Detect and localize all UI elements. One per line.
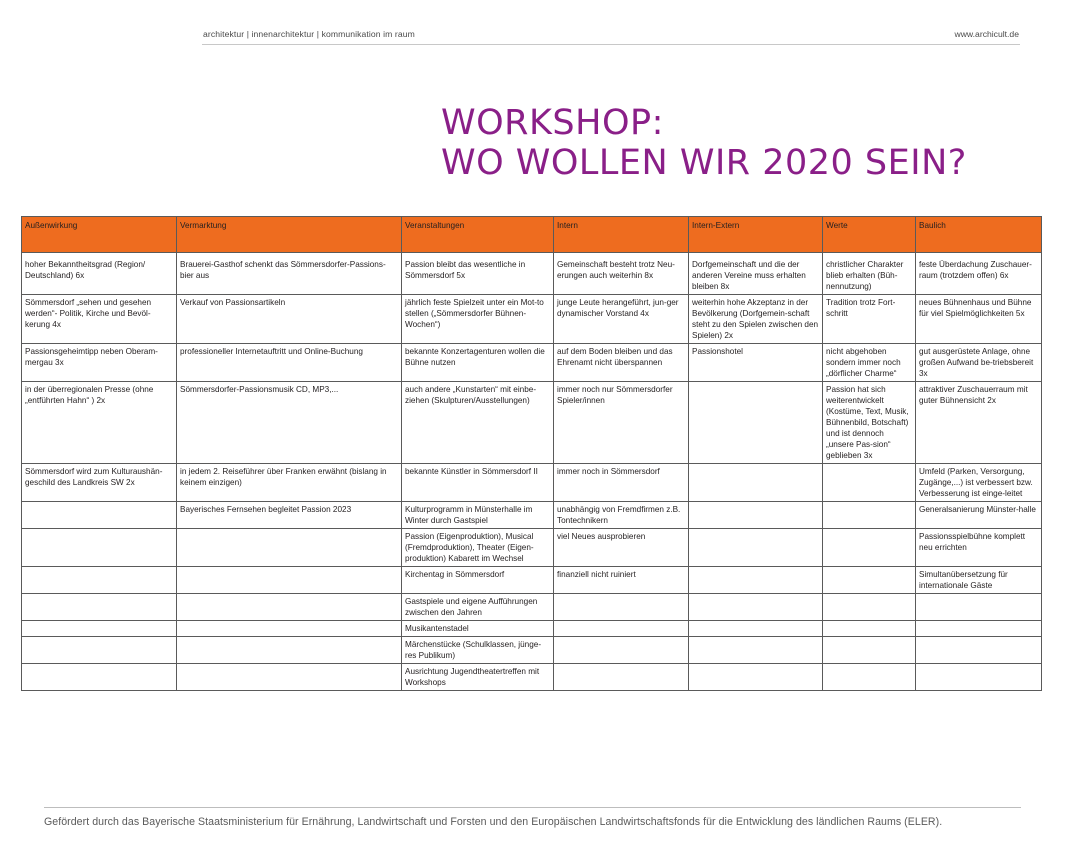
table-cell: bekannte Konzertagenturen wollen die Bühne nutzen [402, 344, 554, 382]
table-cell: christlicher Charakter blieb erhalten (Büh-nennutzung) [823, 253, 916, 295]
table-cell [823, 567, 916, 594]
table-row [22, 464, 1042, 502]
table-cell: Passionsgeheimtipp neben Oberam-mergau 3x [22, 344, 177, 382]
table-cell: Passion hat sich weiterentwickelt (Kostüme, Text, Musik, Bühnenbild, Botschaft) und ist dennoch „unsere Pas-sion“ geblieben 3x [823, 382, 916, 464]
table-cell [554, 664, 689, 691]
table-cell [689, 567, 823, 594]
table-cell [823, 464, 916, 502]
table-cell [689, 529, 823, 567]
table-cell: weiterhin hohe Akzeptanz in der Bevölkerung (Dorfgemein-schaft steht zu den Spielen zwischen den Spielen) 2x [689, 295, 823, 344]
table-cell: bekannte Künstler in Sömmersdorf II [402, 464, 554, 502]
table-row [22, 567, 1042, 594]
table-cell [916, 637, 1042, 664]
table-cell: Generalsanierung Münster-halle [916, 502, 1042, 529]
table-cell: Brauerei-Gasthof schenkt das Sömmersdorfer-Passions-bier aus [177, 253, 402, 295]
table-cell: in jedem 2. Reiseführer über Franken erwähnt (bislang in keinem einzigen) [177, 464, 402, 502]
column-header: Außenwirkung [22, 217, 177, 253]
table-cell [177, 621, 402, 637]
table-row [22, 621, 1042, 637]
table-cell: Passionshotel [689, 344, 823, 382]
table-cell [823, 594, 916, 621]
table-cell: Sömmersdorf „sehen und gesehen werden“- Politik, Kirche und Bevöl-kerung 4x [22, 295, 177, 344]
table-cell [22, 502, 177, 529]
table-cell [554, 637, 689, 664]
table-cell [177, 637, 402, 664]
table-cell: attraktiver Zuschauerraum mit guter Bühnensicht 2x [916, 382, 1042, 464]
header-nav-text: architektur | innenarchitektur | kommunikation im raum [203, 29, 415, 39]
table-cell: Passionsspielbühne komplett neu errichten [916, 529, 1042, 567]
table-cell: auf dem Boden bleiben und das Ehrenamt nicht überspannen [554, 344, 689, 382]
title-line-1: WORKSHOP: [441, 103, 664, 143]
table-row [22, 637, 1042, 664]
table-cell: Bayerisches Fernsehen begleitet Passion 2023 [177, 502, 402, 529]
page-header [203, 29, 1019, 45]
table-cell [823, 529, 916, 567]
table-cell [554, 594, 689, 621]
table-cell: junge Leute herangeführt, jun-ger dynamischer Vorstand 4x [554, 295, 689, 344]
table-cell: unabhängig von Fremdfirmen z.B. Tontechnikern [554, 502, 689, 529]
table-row [22, 502, 1042, 529]
header-divider [202, 44, 1020, 45]
table-cell: immer noch in Sömmersdorf [554, 464, 689, 502]
table-cell [689, 502, 823, 529]
table-cell: professioneller Internetauftritt und Online-Buchung [177, 344, 402, 382]
table-row [22, 295, 1042, 344]
table-cell: Kirchentag in Sömmersdorf [402, 567, 554, 594]
table-cell [823, 664, 916, 691]
table-cell [916, 621, 1042, 637]
table-cell [823, 637, 916, 664]
table-row [22, 382, 1042, 464]
table-cell [823, 502, 916, 529]
table-cell [22, 637, 177, 664]
column-header: Vermarktung [177, 217, 402, 253]
table-cell [554, 621, 689, 637]
table-cell [689, 664, 823, 691]
table-cell [689, 464, 823, 502]
table-cell: immer noch nur Sömmersdorfer Spieler/innen [554, 382, 689, 464]
column-header: Werte [823, 217, 916, 253]
table-cell: hoher Bekanntheitsgrad (Region/ Deutschland) 6x [22, 253, 177, 295]
table-cell [689, 594, 823, 621]
table-cell: jährlich feste Spielzeit unter ein Mot-to stellen („Sömmersdorfer Bühnen-Wochen“) [402, 295, 554, 344]
table-cell: Dorfgemeinschaft und die der anderen Vereine muss erhalten bleiben 8x [689, 253, 823, 295]
table-cell [177, 664, 402, 691]
table-cell: in der überregionalen Presse (ohne „entführten Hahn“ ) 2x [22, 382, 177, 464]
table-cell [177, 529, 402, 567]
column-header: Baulich [916, 217, 1042, 253]
table-cell [689, 382, 823, 464]
table-row [22, 344, 1042, 382]
footer-divider [44, 807, 1021, 808]
table-cell [22, 529, 177, 567]
table-cell: neues Bühnenhaus und Bühne für viel Spielmöglichkeiten 5x [916, 295, 1042, 344]
table-cell: Umfeld (Parken, Versorgung, Zugänge,...) ist verbessert bzw. Verbesserung ist einge-leitet [916, 464, 1042, 502]
table-cell: feste Überdachung Zuschauer-raum (trotzdem offen) 6x [916, 253, 1042, 295]
table-cell: Kulturprogramm in Münsterhalle im Winter durch Gastspiel [402, 502, 554, 529]
column-header: Veranstaltungen [402, 217, 554, 253]
table-cell: finanziell nicht ruiniert [554, 567, 689, 594]
header-url[interactable]: www.archicult.de [954, 29, 1019, 39]
table-cell: nicht abgehoben sondern immer noch „dörflicher Charme“ [823, 344, 916, 382]
column-header: Intern [554, 217, 689, 253]
table-cell [22, 621, 177, 637]
table-cell: Märchenstücke (Schulklassen, jünge-res Publikum) [402, 637, 554, 664]
table-cell [916, 594, 1042, 621]
table-cell [22, 594, 177, 621]
table-row [22, 529, 1042, 567]
table-cell: Simultanübersetzung für internationale Gäste [916, 567, 1042, 594]
table-cell [823, 621, 916, 637]
table-cell: auch andere „Kunstarten“ mit einbe-ziehen (Skulpturen/Ausstellungen) [402, 382, 554, 464]
table-cell: Musikantenstadel [402, 621, 554, 637]
table-row [22, 594, 1042, 621]
table-cell [689, 637, 823, 664]
table-row [22, 253, 1042, 295]
table-row [22, 664, 1042, 691]
table-cell [177, 594, 402, 621]
table-cell [689, 621, 823, 637]
table-cell: Verkauf von Passionsartikeln [177, 295, 402, 344]
table-cell: Passion (Eigenproduktion), Musical (Fremdproduktion), Theater (Eigen-produktion) Kabarett im Wechsel [402, 529, 554, 567]
table-cell: Gastspiele und eigene Aufführungen zwischen den Jahren [402, 594, 554, 621]
title-line-2: WO WOLLEN WIR 2020 SEIN? [441, 143, 967, 183]
workshop-table [21, 216, 1042, 691]
column-header: Intern-Extern [689, 217, 823, 253]
table-cell: gut ausgerüstete Anlage, ohne großen Aufwand be-triebsbereit 3x [916, 344, 1042, 382]
table-cell: Tradition trotz Fort-schritt [823, 295, 916, 344]
table-cell [22, 664, 177, 691]
table-cell: Ausrichtung Jugendtheatertreffen mit Workshops [402, 664, 554, 691]
page-title [441, 103, 967, 183]
table-cell: Sömmersdorf wird zum Kulturaushän-geschild des Landkreis SW 2x [22, 464, 177, 502]
table-cell: Sömmersdorfer-Passionsmusik CD, MP3,... [177, 382, 402, 464]
table-header-row [22, 217, 1042, 253]
table-cell [22, 567, 177, 594]
funding-note: Gefördert durch das Bayerische Staatsministerium für Ernährung, Landwirtschaft und Forsten und den Europäischen Landwirtschaftsfonds für die Entwicklung des ländlichen Raums (ELER). [44, 816, 943, 828]
table-cell: Passion bleibt das wesentliche in Sömmersdorf 5x [402, 253, 554, 295]
table-cell: viel Neues ausprobieren [554, 529, 689, 567]
table-cell [177, 567, 402, 594]
table-cell: Gemeinschaft besteht trotz Neu-erungen auch weiterhin 8x [554, 253, 689, 295]
table-cell [916, 664, 1042, 691]
